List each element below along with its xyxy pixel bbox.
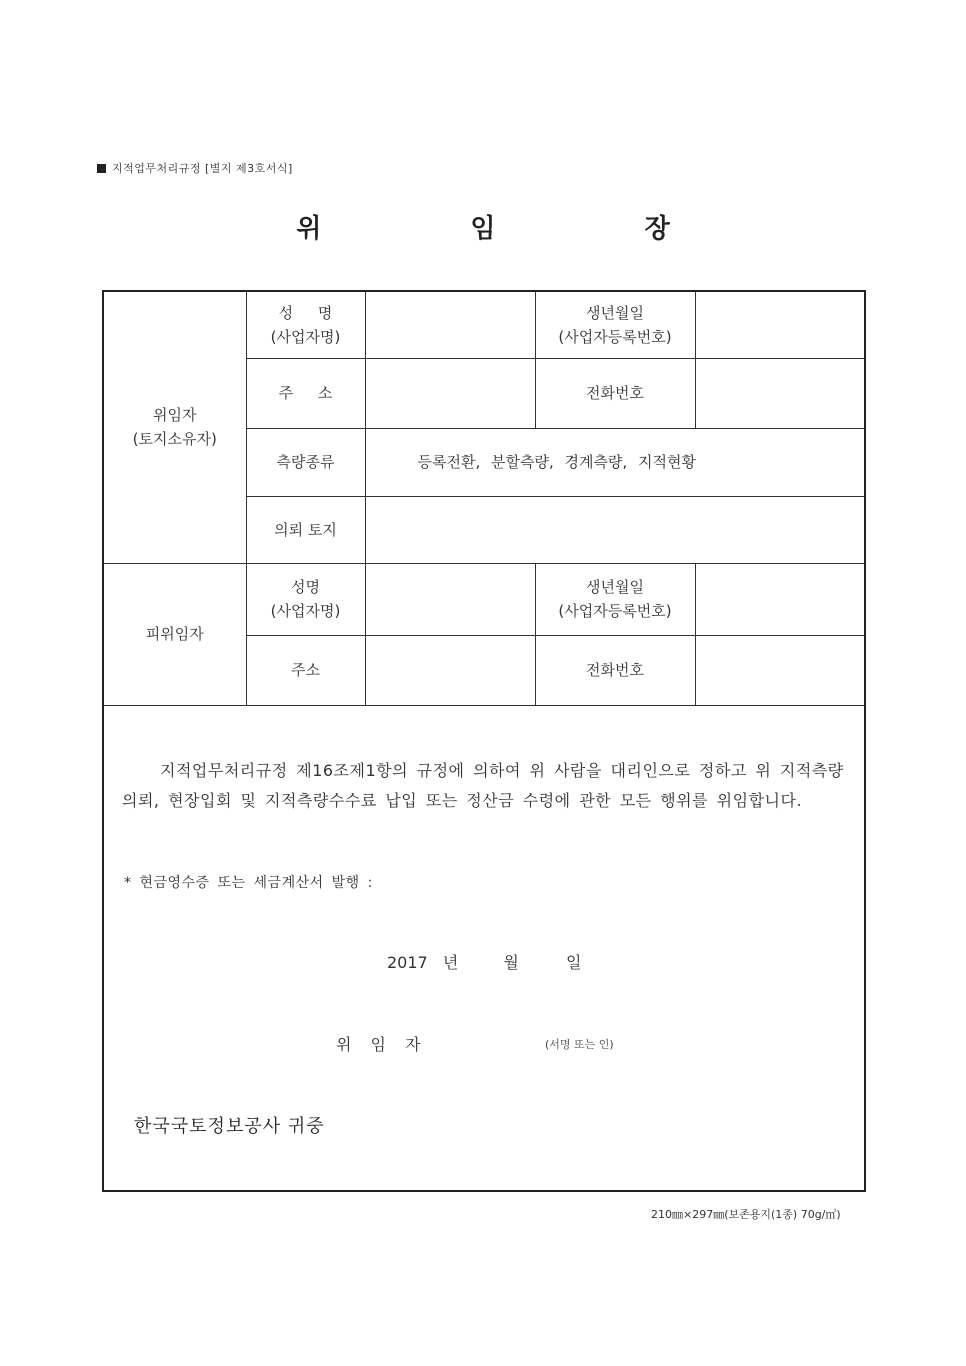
date-day-unit: 일 xyxy=(565,953,582,972)
delegator-address-field[interactable] xyxy=(365,358,535,428)
delegatee-phone-field[interactable] xyxy=(695,635,864,705)
birth-label-text: 생년월일 xyxy=(586,303,644,322)
delegatee-name-label xyxy=(246,563,365,635)
signature-note: (서명 또는 인) xyxy=(545,1038,614,1051)
name-label-text: 성 명 xyxy=(278,303,343,322)
name-sub-text: (사업자명) xyxy=(270,327,341,346)
birth-sub-text: (사업자등록번호) xyxy=(558,327,672,346)
form-reference-text: 지적업무처리규정 [별지 제3호서식] xyxy=(112,162,293,175)
delegatee-birth-label xyxy=(535,563,695,635)
document-title: 위 임 장 xyxy=(296,214,740,244)
delegator-phone-label: 전화번호 xyxy=(535,358,695,428)
requested-land-label: 의뢰 토지 xyxy=(246,496,365,563)
delegatee-name-text: 성명 xyxy=(291,578,320,596)
delegatee-name-row xyxy=(104,563,864,635)
survey-type-options[interactable]: 등록전환, 분할측량, 경계측량, 지적현황 xyxy=(365,428,864,496)
delegatee-birth-sub-text: (사업자등록번호) xyxy=(558,602,672,620)
delegator-name-label xyxy=(246,292,365,358)
delegator-name-row xyxy=(104,292,864,358)
delegator-birth-label xyxy=(535,292,695,358)
delegator-label: 위임자 xyxy=(153,406,197,425)
delegator-address-label xyxy=(246,358,365,428)
delegator-birth-field[interactable] xyxy=(695,292,864,358)
delegatee-address-field[interactable] xyxy=(365,635,535,705)
delegator-phone-field[interactable] xyxy=(695,358,864,428)
delegatee-birth-text: 생년월일 xyxy=(586,578,644,596)
date-line xyxy=(387,950,581,973)
date-year-unit: 년 xyxy=(442,953,459,972)
form-reference xyxy=(97,160,293,176)
delegatee-section-label: 피위임자 xyxy=(104,563,246,705)
delegatee-name-sub-text: (사업자명) xyxy=(270,602,341,620)
signature-label: 위 임 자 xyxy=(336,1035,428,1054)
info-table xyxy=(104,292,864,706)
survey-type-label: 측량종류 xyxy=(246,428,365,496)
delegatee-phone-label: 전화번호 xyxy=(535,635,695,705)
date-month-unit: 월 xyxy=(503,953,519,972)
delegatee-address-label: 주소 xyxy=(246,635,365,705)
delegator-name-field[interactable] xyxy=(365,292,535,358)
delegatee-name-field[interactable] xyxy=(365,563,535,635)
delegator-sub-label: (토지소유자) xyxy=(132,430,217,449)
delegation-statement: 지적업무처리규정 제16조제1항의 규정에 의하여 위 사람을 대리인으로 정하고 위 지적측량 의뢰, 현장입회 및 지적측량수수료 납입 또는 정산금 수령에 관한 모든 행위를 위임합니다. xyxy=(122,761,844,810)
delegator-section-label xyxy=(104,292,246,563)
addressee: 한국국토정보공사 귀중 xyxy=(134,1116,325,1137)
date-year[interactable]: 2017 xyxy=(387,953,428,972)
paper-spec: 210㎜×297㎜(보존용지(1종) 70g/㎡) xyxy=(651,1208,841,1221)
delegatee-birth-field[interactable] xyxy=(695,563,864,635)
address-label-text: 주 소 xyxy=(278,384,343,402)
form-frame xyxy=(102,290,866,1192)
receipt-note: * 현금영수증 또는 세금계산서 발행 : xyxy=(124,875,373,891)
requested-land-field[interactable] xyxy=(365,496,864,563)
square-bullet-icon xyxy=(97,164,106,173)
